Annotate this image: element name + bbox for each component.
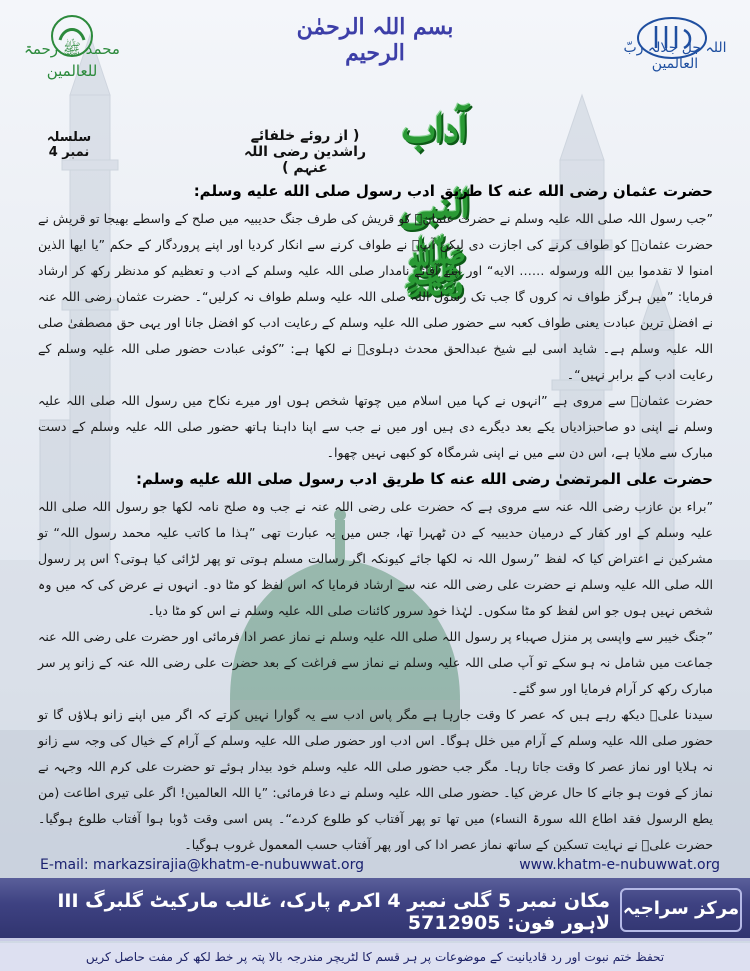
- footer-band: [0, 878, 750, 941]
- paragraph-uthman-1: ”جب رسول اللہ صلی اللہ علیہ وسلم نے حضرت عثمانؓ کو قریش کی طرف جنگ حدیبیہ میں صلح کے واسطے بھیجا تو قریش نے حضرت عثمانؓ کو طواف کرنے کی اجازت دی لیکن آپؓ نے طواف کرنے سے انکار کردیا اور اپنے پروردگار کے حکم ”یا ایھا الذین امنوا لا تقدموا بین الله ورسوله …… الایه“ اور اپنے آقائے نامدار صلی اللہ علیہ وسلم کے ادب و تعظیم کو مدنظر رکھ کر ارشاد فرمایا: ”میں ہرگز طواف نہ کروں گا جب تک رسول اللہ صلی اللہ علیہ وسلم طواف نہ کرلیں“۔ حضرت عثمان رضی اللہ عنہ نے افضل ترین عبادت یعنی طواف کعبہ سے حضور صلی اللہ علیہ وسلم کے رعایت ادب کو افضل جانا اور یہی حق مصطفیٰ صلی اللہ علیہ وسلم ہے۔ شاید اسی لیے شیخ عبدالحق محدث دہلویؒ نے لکھا ہے: ”کوئی عبادت حضور صلی اللہ علیہ وسلم کے رعایت ادب کے برابر نہیں“۔: [38, 211, 713, 382]
- footer-tagline: تحفظ ختم نبوت اور رد قادیانیت کے موضوعات پر ہر قسم کا لٹریچر مندرجہ بالا پتہ پر خط لکھ کر مفت حاصل کریں: [0, 943, 750, 971]
- section-heading-ali: حضرت علی المرتضیٰ رضی الله عنه کا طریق ادب رسول صلی الله علیه وسلم:: [136, 470, 713, 488]
- page-subtitle: ( از روئے خلفائے راشدین رضی اللہ عنہم ): [243, 128, 367, 176]
- series-number: سلسلہ نمبر 4: [46, 130, 92, 160]
- paragraph-ali-3: سیدنا علیؓ دیکھ رہے ہیں کہ عصر کا وقت جارہا ہے مگر پاس ادب سے یہ گوارا نہیں کرتے کہ اگر میں اپنے زانو ہلاؤں گا تو حضور صلی اللہ علیہ وسلم کے آرام میں خلل ہوگا۔ اس ادب اور حضور صلی اللہ علیہ وسلم کے آرام کے خیال کی وجہ سے زانو نہ ہلایا اور نماز عصر کا وقت جاتا رہا۔ مگر جب حضور صلی اللہ علیہ وسلم خود بیدار ہوئے تو حضرت علی کرم اللہ وجہہ نے نماز کے فوت ہو جانے کا حال عرض کیا۔ حضور صلی اللہ علیہ وسلم نے دعا فرمائی: ”یا اللہ العالمین! اگر علی تیری اطاعت (من یطع الرسول فقد اطاع الله سورۃ النساء) میں تھا تو پھر آفتاب کو طلوع کردے“۔ پس اسی وقت ڈوبا ہوا آفتاب طلوع ہوگیا۔ حضرت علیؓ نے نہایت تسکین کے ساتھ نماز عصر ادا کی اور پھر آفتاب حسب المعمول غروب ہوگیا۔: [38, 707, 713, 852]
- paragraph-ali-1: ”براء بن عازب رضی اللہ عنہ سے مروی ہے کہ حضرت علی رضی اللہ عنہ نے جب وہ صلح نامہ لکھا جو رسول اللہ صلی اللہ علیہ وسلم کے اور کفار کے درمیان حدیبیہ کے دن ٹھہرا تھا، جس میں یہ عبارت تھی ”ہذا ما کاتب علیہ محمد رسول اللہ“ تو مشرکین نے اعتراض کیا کہ لفظ ”رسول اللہ نہ لکھا جائے کیونکہ اگر رسالت مسلم ہوتی تو پھر لڑائی کیا ہوتی؟ اس پر رسول اللہ صلی اللہ علیہ وسلم نے حضرت علی رضی اللہ عنہ سے ارشاد فرمایا کہ اس لفظ کو مٹا دو۔ انہوں نے عرض کی کہ میں وہ شخص نہیں ہوں جو اس لفظ کو مٹا سکوں۔ لہٰذا خود سرور کائنات صلی اللہ علیہ وسلم نے اس کو مٹا دیا۔: [38, 499, 713, 618]
- email-link[interactable]: E-mail: markazsirajia@khatm-e-nubuwwat.org: [40, 857, 364, 873]
- markaz-logo: مرکز سراجیہ: [620, 888, 742, 932]
- section-heading-uthman: حضرت عثمان رضی الله عنه کا طریق ادب رسول صلی الله علیه وسلم:: [193, 182, 713, 200]
- article-body: [38, 180, 713, 858]
- page-title: آداب النبی ﷺ: [400, 91, 470, 305]
- bismillah: بسم اللہ الرحمٰن الرحیم: [296, 14, 454, 66]
- paragraph-uthman-2: حضرت عثمانؓ سے مروی ہے ”انہوں نے کہا میں اسلام میں چوتھا شخص ہوں اور میرے نکاح میں رسول اللہ صلی اللہ علیہ وسلم نے اپنی دو صاحبزادیاں یکے بعد دیگرے دی ہیں اور میں نے جب سے اپنا داہنا ہاتھ حضور صلی اللہ علیہ وسلم کے دست مبارک سے ملایا ہے، اس دن سے میں نے اپنی شرمگاہ کو کبھی نہیں چھوا۔: [38, 393, 713, 460]
- website-link[interactable]: www.khatm-e-nubuwwat.org: [519, 857, 720, 873]
- allah-calligraphy-text: اللہ جل جلالہ ربّ العالمین: [623, 40, 727, 72]
- footer-address: مکان نمبر 5 گلی نمبر 4 اکرم پارک، غالب مارکیٹ گلبرگ III لاہور فون: 5712905: [57, 890, 610, 934]
- contact-line: [40, 857, 720, 877]
- muhammad-calligraphy-text: محمد ﷺ رحمۃ للعالمین: [24, 40, 120, 80]
- paragraph-ali-2: ”جنگ خیبر سے واپسی پر منزل صہباء پر رسول اللہ صلی اللہ علیہ وسلم نے نماز عصر ادا فرمائی اور حضرت علی رضی اللہ عنہ جماعت میں شامل نہ ہو سکے تو آپ صلی اللہ علیہ وسلم نے نماز سے فراغت کے بعد حضرت علی رضی اللہ عنہ کے زانو پر سر مبارک رکھ کر آرام فرمایا اور سو گئے۔: [38, 629, 713, 696]
